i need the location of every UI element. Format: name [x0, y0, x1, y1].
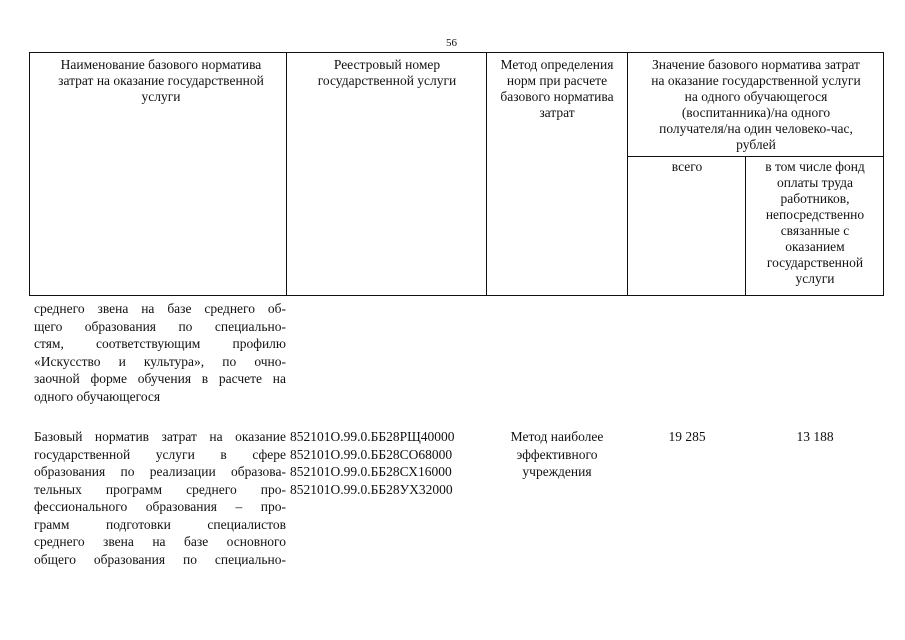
registry-code: 852101О.99.0.ББ28УХ32000: [290, 481, 453, 497]
text-line: среднего звена на базе среднего об-: [34, 301, 286, 316]
text-line: грамм подготовки специалистов: [34, 516, 286, 532]
text-line: заочной форме обучения в расчете на: [34, 371, 286, 386]
text-line: государственной услуги в сфере: [34, 446, 286, 462]
registry-code: 852101О.99.0.ББ28СХ16000: [290, 464, 452, 479]
header-registry-number: Реестровый номер государственной услуги: [317, 57, 457, 88]
page-number: 56: [446, 37, 457, 49]
text-line: среднего звена на базе основного: [34, 534, 286, 549]
column-divider-3: [627, 52, 628, 296]
wage-fund-value: 13 188: [796, 429, 834, 444]
text-line: щего образования по специально-: [34, 318, 286, 334]
column-divider-4: [745, 156, 746, 296]
registry-codes: [290, 428, 455, 498]
text-line: «Искусство и культура», по очно-: [34, 353, 286, 369]
text-line: образования по реализации образова-: [34, 464, 286, 479]
header-method: Метод определения норм при расчете базового норматива затрат: [500, 57, 614, 120]
continued-service-name: [34, 300, 286, 405]
text-line: стям, соответствующим профилю: [34, 336, 286, 351]
column-divider-1: [286, 52, 287, 296]
text-line: тельных программ среднего про-: [34, 481, 286, 497]
text-line: общего образования по специально-: [34, 551, 286, 567]
header-wage-fund: в том числе фонд оплаты труда работников, непосредственно связанные с оказанием государственной услуги: [765, 159, 865, 286]
column-divider-2: [486, 52, 487, 296]
text-line: Базовый норматив затрат на оказание: [34, 429, 286, 444]
text-line: одного обучающегося: [34, 388, 161, 404]
subheader-divider: [628, 156, 884, 157]
text-line: фессионального образования – про-: [34, 499, 286, 514]
header-name: Наименование базового норматива затрат на оказание государственной услуги: [58, 57, 264, 104]
total-value: 19 285: [668, 429, 706, 444]
header-total: всего: [671, 159, 703, 174]
registry-code: 852101О.99.0.ББ28СО68000: [290, 446, 453, 462]
service-name: [34, 428, 286, 568]
method-value: Метод наиболее эффективного учреждения: [510, 429, 604, 479]
header-value: Значение базового норматива затрат на оказание государственной услуги на одного обучающегося (воспитанника)/на одного получателя/на один человеко-час, рублей: [651, 57, 861, 152]
registry-code: 852101О.99.0.ББ28РЩ40000: [290, 429, 455, 444]
